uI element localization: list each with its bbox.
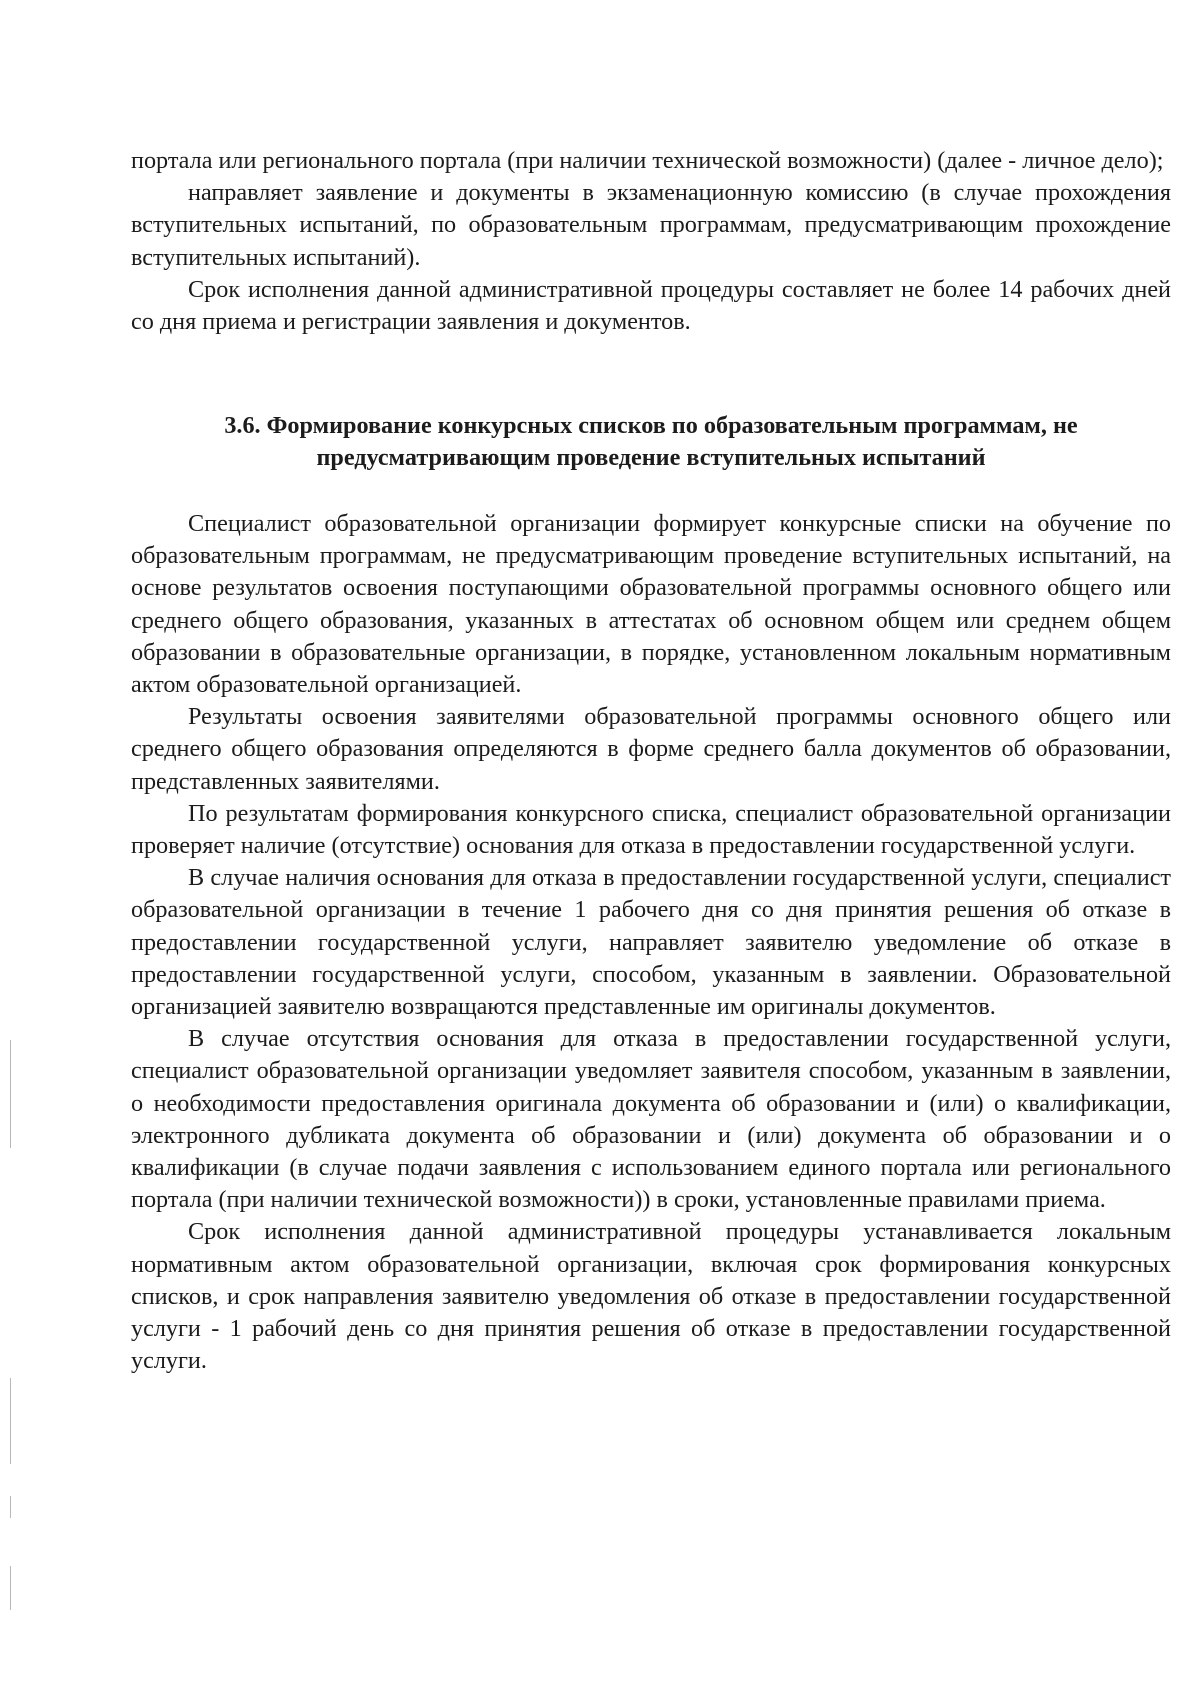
paragraph-competitive-lists: Специалист образовательной организации формирует конкурсные списки на обучение по образовательным программам, не предусматривающим проведение вступительных испытаний, на основе результатов освоения поступающими образовательной программы основного общего или среднего общего образования, указанных в аттестатах об основном общем или среднем общем образовании в образовательные организации, в порядке, установленном локальным нормативным актом образовательной организацией. <box>131 510 1171 699</box>
scan-artifact <box>10 1496 11 1518</box>
paragraph-original-documents: В случае отсутствия основания для отказа в предоставлении государственной услуги, специалист образовательной организации уведомляет заявителя способом, указанным в заявлении, о необходимости предоставления оригинала документа об образовании и (или) о квалификации, электронного дубликата документа об образовании и (или) документа об образовании и о квалификации (в случае подачи заявления с использованием единого портала или регионального портала (при наличии технической возможности)) в сроки, установленные правилами приема. <box>131 1025 1171 1214</box>
section-heading-line-1: 3.6. Формирование конкурсных списков по образовательным программам, не <box>224 412 1078 439</box>
section-heading-line-2: предусматривающим проведение вступительных испытаний <box>316 444 986 472</box>
scan-artifact <box>10 1378 11 1464</box>
paragraph-personal-file: портала или регионального портала (при наличии технической возможности) (далее - личное дело); <box>131 147 1164 174</box>
paragraph-average-score: Результаты освоения заявителями образовательной программы основного общего или среднего общего образования определяются в форме среднего балла документов об образовании, представленных заявителями. <box>131 703 1171 795</box>
continuation-text <box>131 145 1171 338</box>
section-body <box>131 508 1171 1377</box>
paragraph-refusal-check: По результатам формирования конкурсного списка, специалист образовательной организации проверяет наличие (отсутствие) основания для отказа в предоставлении государственной услуги. <box>131 799 1171 860</box>
paragraph-refusal-notice: В случае наличия основания для отказа в предоставлении государственной услуги, специалист образовательной организации в течение 1 рабочего дня со дня принятия решения об отказе в предоставлении государственной услуги, направляет заявителю уведомление об отказе в предоставлении государственной услуги, способом, указанным в заявлении. Образовательной организацией заявителю возвращаются представленные им оригиналы документов. <box>131 864 1171 1021</box>
scan-artifact <box>10 1566 11 1610</box>
paragraph-processing-term: Срок исполнения данной административной процедуры составляет не более 14 рабочих дней со дня приема и регистрации заявления и документов. <box>131 275 1171 336</box>
scan-artifact <box>10 1040 11 1148</box>
paragraph-exam-commission: направляет заявление и документы в экзаменационную комиссию (в случае прохождения вступительных испытаний, по образовательным программам, предусматривающим прохождение вступительных испытаний). <box>131 179 1171 271</box>
paragraph-procedure-term: Срок исполнения данной административной процедуры устанавливается локальным нормативным актом образовательной организации, включая срок формирования конкурсных списков, и срок направления заявителю уведомления об отказе в предоставлении государственной услуги - 1 рабочий день со дня принятия решения об отказе в предоставлении государственной услуги. <box>131 1218 1171 1375</box>
section-heading <box>131 410 1171 474</box>
